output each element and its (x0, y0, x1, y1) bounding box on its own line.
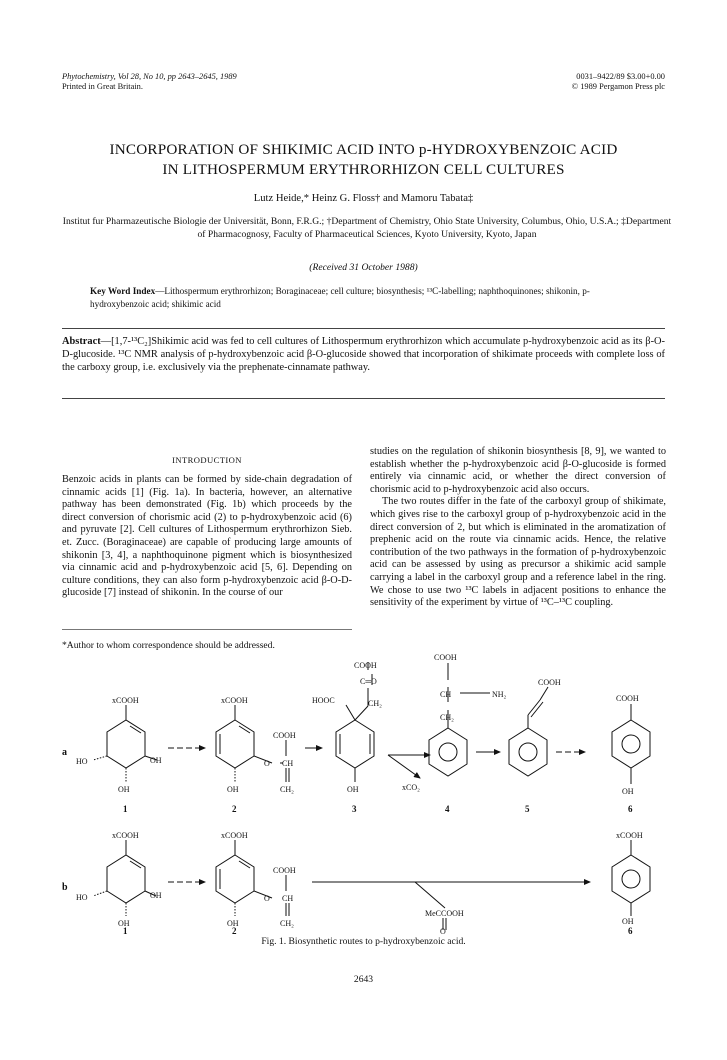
compound-number-2a: 2 (232, 804, 237, 814)
label-1b-cooh: xCOOH (112, 831, 139, 840)
keywords-text: —Lithospermum erythrorhizon; Boraginaceae; cell culture; biosynthesis; ¹³C-labelling; naphthoquinones; shikonin, p-hydroxybenzoic acid; shikimic acid (90, 286, 590, 309)
title-line-2: IN LITHOSPERMUM ERYTHRORHIZON CELL CULTURES (162, 161, 565, 178)
abstract-top-rule (62, 328, 665, 329)
label-1a-ho: HO (76, 757, 88, 766)
label-2a-oh: OH (227, 785, 239, 794)
label-5-cooh: COOH (538, 678, 561, 687)
label-2b-cooh: xCOOH (221, 831, 248, 840)
affiliations: Institut fur Pharmazeutische Biologie der Universität, Bonn, F.R.G.; †Department of Chemistry, Ohio State University, Columbus, Ohio, U.S.A.; ‡Department of Pharmacognosy, Faculty of Pharmaceutical Sciences, Kyoto University, Kyoto, Japan (62, 216, 672, 240)
compound-number-6a: 6 (628, 804, 633, 814)
label-1b-oh2: OH (118, 919, 130, 928)
compound-2b-structure (216, 840, 289, 916)
label-3-co2: xCO₂ (402, 783, 420, 792)
copyright: © 1989 Pergamon Press plc (571, 82, 665, 91)
row-a-label: a (62, 747, 67, 758)
compound-6a-structure (612, 704, 650, 784)
compound-5-structure (509, 687, 548, 776)
title-line-1: INCORPORATION OF SHIKIMIC ACID INTO p-HYDROXYBENZOIC ACID (109, 141, 618, 158)
intro-paragraph-3: The two routes differ in the fate of the carboxyl group of shikimate, which gives rise to the carboxyl group of p-hydroxybenzoic acid in the direct conversion of 2, but which is eliminated in the aromatization of prephenic acid on the route via cinnamic acids. Hence, the relative contribution of the two pathways in the formation of p-hydroxybenzoic acid can be assessed by using as precursor a shikimic acid sample carrying a label in the carboxyl group and a reference label in the ring. We chose to use two ¹³C labels in adjacent positions to enhance the sensitivity of the experiment by virtue of ¹³C–¹³C coupling. (370, 496, 666, 609)
page-number: 2643 (353, 974, 374, 985)
label-3-ceqo: C═O (360, 677, 377, 686)
compound-number-2b: 2 (232, 926, 237, 936)
keywords (90, 285, 642, 310)
abstract-bottom-rule (62, 398, 665, 399)
label-2a-ch2: CH₂ (280, 785, 294, 794)
abstract-text: —[1,7-¹³C₂]Shikimic acid was fed to cell cultures of Lithospermum erythrorhizon which accumulate p-hydroxybenzoic acid as its β-O-D-glucoside. ¹³C NMR analysis of p-hydroxybenzoic acid β-O-glucoside showed that incorporation of shikimate proceeds with complete loss of the carboxy group, i.e. exclusively via the prephenate-cinnamate pathway. (62, 336, 665, 374)
journal-citation: Phytochemistry, Vol 28, No 10, pp 2643–2645, 1989 (62, 72, 237, 81)
publisher-header (365, 72, 665, 92)
label-4-nh2: NH₂ (492, 690, 507, 699)
label-1b-ho: HO (76, 893, 88, 902)
label-1a-cooh: xCOOH (112, 696, 139, 705)
row-b-label: b (62, 882, 68, 893)
figure-caption: Fig. 1. Biosynthetic routes to p-hydroxybenzoic acid. (261, 936, 466, 947)
label-6b-cooh: xCOOH (616, 831, 643, 840)
label-3-cooh: COOH (354, 661, 377, 670)
column-right (370, 446, 666, 610)
label-4-ch2: CH₂ (440, 713, 454, 722)
label-2a-o: O (264, 759, 270, 768)
compound-number-3: 3 (352, 804, 357, 814)
intro-paragraph-2: studies on the regulation of shikonin biosynthesis [8, 9], we wanted to establish whether the p-hydroxybenzoic acid β-O-glucoside is formed entirely via cinnamic acid, or whether the direct conversion of chorismic acid to p-hydroxybenzoic acid also occurs. (370, 446, 666, 495)
compound-number-6b: 6 (628, 926, 633, 936)
label-2a-cooh2: COOH (273, 731, 296, 740)
compound-1b-structure (93, 840, 156, 916)
introduction-heading: INTRODUCTION (172, 455, 242, 465)
label-pyruvate-o: O (440, 927, 446, 936)
compound-number-1a: 1 (123, 804, 128, 814)
label-6a-cooh: COOH (616, 694, 639, 703)
abstract (62, 335, 665, 375)
article-code: 0031–9422/89 $3.00+0.00 (576, 72, 665, 81)
authors: Lutz Heide,* Heinz G. Floss† and Mamoru Tabata‡ (253, 193, 474, 204)
biosynthesis-figure (0, 653, 727, 936)
compound-4-structure (429, 663, 490, 776)
abstract-label: Abstract (62, 336, 101, 347)
compound-number-5: 5 (525, 804, 530, 814)
label-6a-oh: OH (622, 787, 634, 796)
received-date: (Received 31 October 1988) (309, 262, 418, 273)
keywords-label: Key Word Index (90, 286, 156, 296)
article-title (40, 140, 687, 180)
journal-header (62, 72, 362, 92)
intro-paragraph-1: Benzoic acids in plants can be formed by side-chain degradation of cinnamic acids [1] (Fig. 1a). In bacteria, however, an alternative pathway has been demonstrated (Fig. 1b) which proceeds by the direct conversion of chorismic acid (2) to p-hydroxybenzoic acid (6) and pyruvate [2]. Cell cultures of Lithospermum erythrorhizon Sieb. et. Zucc. (Boraginaceae) are capable of producing large amounts of shikonin [3, 4], a naphthoquinone pigment which is biosynthesized via cinnamic acid and p-hydroxybenzoic acid [5, 6]. Depending on culture conditions, they can also form p-hydroxybenzoic acid β-O-D-glucoside [7] instead of shikonin. In the course of our (62, 474, 352, 599)
label-mecooh: MeCCOOH (425, 909, 464, 918)
compound-6b-structure (612, 840, 650, 916)
label-2b-oh: OH (227, 919, 239, 928)
label-2b-ch2: CH₂ (280, 919, 294, 928)
printed-in: Printed in Great Britain. (62, 82, 143, 91)
label-1b-oh: OH (150, 891, 162, 900)
label-3-oh: OH (347, 785, 359, 794)
label-2b-ch: CH (282, 894, 294, 903)
label-4-ch: CH (440, 690, 452, 699)
compound-1a-structure (93, 705, 157, 782)
label-2a-ch: CH (282, 759, 294, 768)
label-3-hooc: HOOC (312, 696, 335, 705)
compound-number-4: 4 (445, 804, 450, 814)
footnote: *Author to whom correspondence should be addressed. (62, 640, 275, 651)
label-1a-oh2: OH (118, 785, 130, 794)
label-6b-oh: OH (622, 917, 634, 926)
label-2b-o: O (264, 894, 270, 903)
compound-2a-structure (216, 705, 289, 782)
label-2a-cooh: xCOOH (221, 696, 248, 705)
label-2b-cooh2: COOH (273, 866, 296, 875)
compound-number-1b: 1 (123, 926, 128, 936)
label-3-ch2: CH₂ (368, 699, 382, 708)
footnote-rule (62, 629, 352, 630)
label-1a-oh: OH (150, 756, 162, 765)
column-left (62, 474, 352, 600)
label-4-cooh: COOH (434, 653, 457, 662)
